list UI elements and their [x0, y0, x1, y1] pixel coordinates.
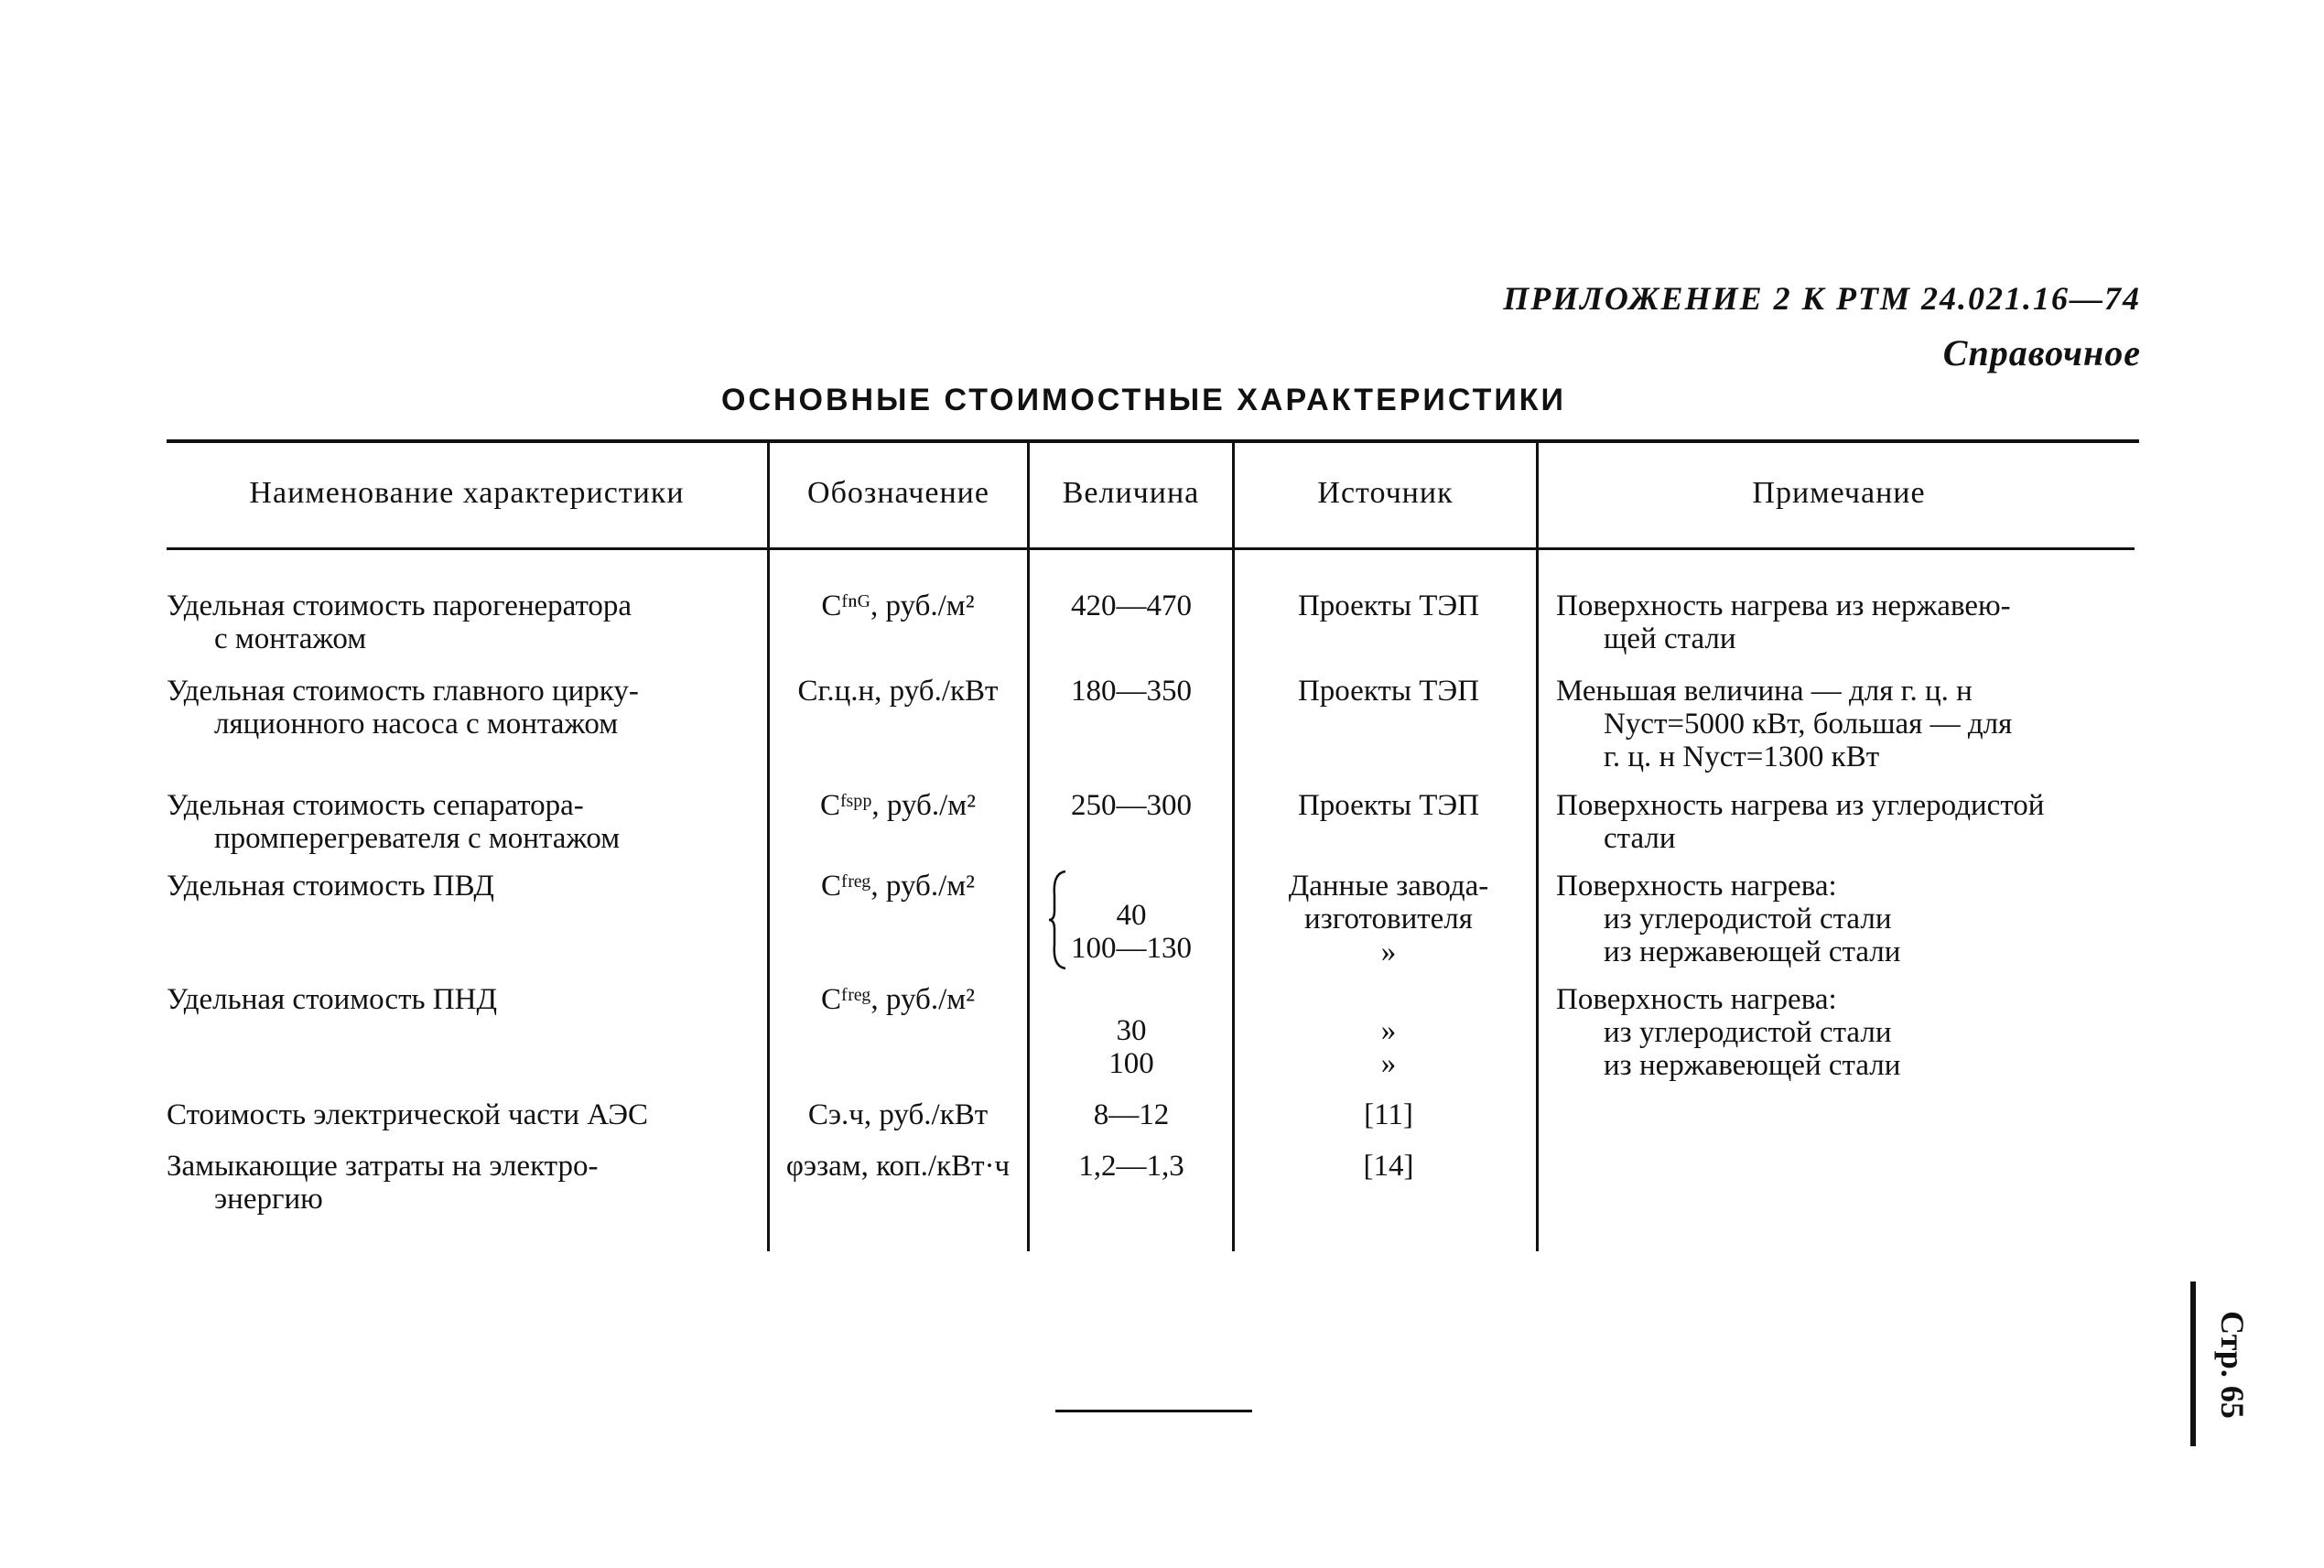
row-note-line: из углеродистой стали [1604, 903, 1892, 935]
column-divider [767, 441, 770, 1251]
table-top-rule [167, 439, 2139, 443]
table-row [167, 983, 752, 1016]
row-source: Проекты ТЭП [1297, 675, 1480, 708]
row-name-line: Удельная стоимость ПВД [167, 870, 494, 903]
row-note-line: Поверхность нагрева из углеродистой [1556, 789, 2045, 822]
row-name-line: Удельная стоимость парогенератора [167, 589, 632, 622]
row-note-line: Меньшая величина — для г. ц. н [1556, 675, 1973, 708]
row-value-line: 30 [1116, 1014, 1147, 1047]
table-row [167, 589, 752, 655]
row-source [1238, 870, 1540, 968]
row-note-line: из нержавеющей стали [1604, 935, 1901, 968]
row-source: Проекты ТЭП [1297, 789, 1480, 822]
table-row [167, 789, 752, 855]
page-number: Стр. 65 [2213, 1311, 2251, 1419]
column-divider [1232, 441, 1235, 1251]
row-note [1556, 870, 2137, 968]
column-header-value: Величина [1062, 476, 1200, 510]
row-value: 180—350 [1071, 675, 1192, 708]
row-source: Проекты ТЭП [1297, 589, 1480, 622]
row-name-line: энергию [214, 1183, 323, 1216]
row-note-line: г. ц. н Nуст=1300 кВт [1604, 741, 1880, 773]
row-source-line: » [1380, 1014, 1397, 1047]
column-header-symbol: Обозначение [807, 476, 989, 510]
row-note-line: Поверхность нагрева: [1556, 870, 1837, 903]
table-row [167, 675, 752, 741]
row-value-line: 40 [1116, 899, 1147, 932]
row-note-line: Nуст=5000 кВт, большая — для [1604, 708, 2013, 741]
row-note-line: Поверхность нагрева из нержавею- [1556, 589, 2011, 622]
row-name-line: промперегревателя с монтажом [214, 822, 621, 855]
row-value-line: 100—130 [1071, 932, 1192, 965]
row-value: 420—470 [1071, 589, 1192, 622]
row-value [1031, 1014, 1232, 1080]
row-note-line: из нержавеющей стали [1604, 1049, 1901, 1082]
row-value: 250—300 [1071, 789, 1192, 822]
row-note-line: стали [1604, 822, 1676, 855]
row-symbol: Cᶠʳᵉᵍ, руб./м² [820, 870, 976, 903]
row-value-line: 100 [1108, 1047, 1154, 1080]
column-header-source: Источник [1317, 476, 1454, 510]
row-note [1556, 983, 2137, 1082]
row-source-line: » [1380, 1047, 1397, 1080]
row-symbol: Cᶠˢᵖᵖ, руб./м² [819, 789, 977, 822]
row-note [1556, 789, 2137, 855]
row-symbol: Cᶠⁿᴳ, руб./м² [821, 589, 975, 622]
row-source-line: Данные завода- [1288, 870, 1489, 903]
row-note-line: Поверхность нагрева: [1556, 983, 1837, 1016]
column-header-name: Наименование характеристики [249, 476, 685, 510]
row-note [1556, 675, 2137, 773]
document-title: ОСНОВНЫЕ СТОИМОСТНЫЕ ХАРАКТЕРИСТИКИ [721, 383, 1566, 417]
footer-rule [1055, 1410, 1252, 1412]
row-value: 1,2—1,3 [1078, 1150, 1184, 1183]
row-source-line: » [1380, 935, 1397, 968]
row-source-line: изготовителя [1304, 903, 1473, 935]
table-header-rule [167, 547, 2135, 550]
row-name-line: Замыкающие затраты на электро- [167, 1150, 599, 1183]
row-name-line: Удельная стоимость сепаратора- [167, 789, 584, 822]
table-row [167, 1098, 752, 1131]
row-note-line: из углеродистой стали [1604, 1016, 1892, 1049]
row-source: [11] [1364, 1098, 1413, 1131]
row-note [1556, 589, 2137, 655]
row-symbol: Cᶠʳᵉᵍ, руб./м² [820, 983, 976, 1016]
row-value: 8—12 [1093, 1098, 1170, 1131]
column-header-note: Примечание [1752, 476, 1926, 510]
row-source: [14] [1363, 1150, 1414, 1183]
row-source [1238, 1014, 1540, 1080]
row-symbol: Cг.ц.н, руб./кВт [797, 675, 999, 708]
table-row [167, 870, 752, 903]
row-symbol: Cэ.ч, руб./кВт [807, 1098, 989, 1131]
row-name-line: Удельная стоимость главного цирку- [167, 675, 639, 708]
table-row [167, 1150, 752, 1216]
appendix-heading: ПРИЛОЖЕНИЕ 2 К РТМ 24.021.16—74 [1503, 280, 2141, 317]
row-value [1031, 899, 1232, 965]
row-symbol: φэзам, коп./кВт·ч [785, 1150, 1011, 1183]
row-name-line: Стоимость электрической части АЭС [167, 1098, 649, 1131]
row-name-line: ляционного насоса с монтажом [214, 708, 619, 741]
row-note-line: щей стали [1604, 622, 1736, 655]
column-divider [1027, 441, 1030, 1251]
row-name-line: с монтажом [214, 622, 367, 655]
page-margin-bar [2190, 1281, 2196, 1446]
row-name-line: Удельная стоимость ПНД [167, 983, 497, 1016]
reference-label: Справочное [1942, 332, 2141, 373]
